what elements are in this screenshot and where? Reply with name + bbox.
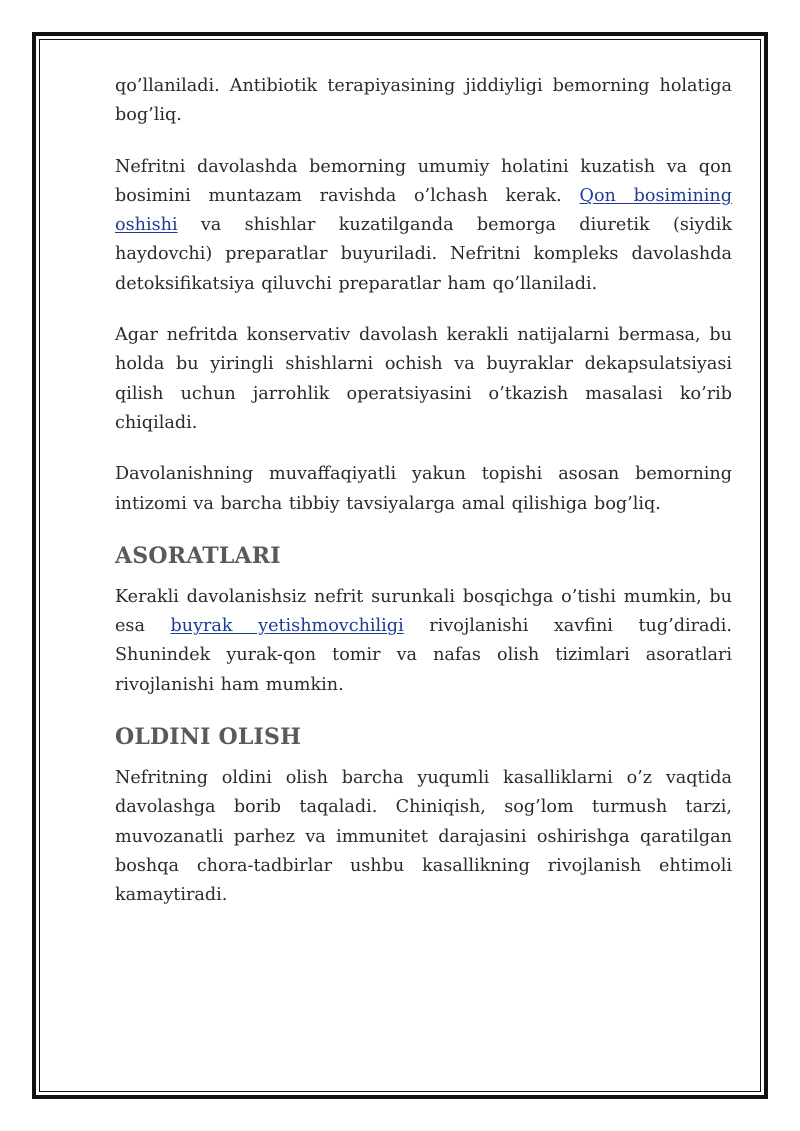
paragraph-blood-pressure [115, 153, 732, 299]
link-kidney-failure[interactable]: buyrak yetishmovchiligi [170, 616, 404, 637]
paragraph-text: Nefritni davolashda bemorning umumiy holatini kuzatish va qon bosimini muntazam ravishda o’lchash kerak. [115, 156, 732, 206]
heading-complications: ASORATLARI [115, 542, 281, 569]
paragraph-text: rivojlanishi xavfini tug’diradi. Shunindek yurak-qon tomir va nafas olish tizimlari asoratlari rivojlanishi ham mumkin. [115, 616, 732, 695]
paragraph-antibiotic: qo’llaniladi. Antibiotik terapiyasining jiddiyligi bemorning holatiga bog’liq. [115, 76, 732, 126]
paragraph-complications [115, 583, 732, 700]
link-blood-pressure[interactable]: Qon bosimining oshishi [115, 185, 732, 236]
paragraph-prevention: Nefritning oldini olish barcha yuqumli kasalliklarni o’z vaqtida davolashga borib taqaladi. Chiniqish, sog’lom turmush tarzi, muvozanatli parhez va immunitet darajasini oshirishga qaratilgan boshqa chora-tadbirlar ushbu kasallikning rivojlanish ehtimoli kamaytiradi. [115, 768, 732, 906]
paragraph-text: va shishlar kuzatilganda bemorga diuretik (siydik haydovchi) preparatlar buyuriladi. Nefritni kompleks davolashda detoksifikatsiya qiluvchi preparatlar ham qo’llaniladi. [115, 215, 732, 294]
heading-prevention: OLDINI OLISH [115, 724, 302, 751]
paragraph-text: Kerakli davolanishsiz nefrit surunkali bosqichga o’tishi mumkin, bu esa [115, 586, 732, 637]
paragraph-surgery: Agar nefritda konservativ davolash kerakli natijalarni bermasa, bu holda bu yiringli shishlarni ochish va buyraklar dekapsulatsiyasi qilish uchun jarrohlik operatsiyasini o’tkazish masalasi ko’rib chiqiladi. [115, 325, 732, 433]
paragraph-discipline: Davolanishning muvaffaqiyatli yakun topishi asosan bemorning intizomi va barcha tibbiy tavsiyalarga amal qilishiga bog’liq. [115, 464, 732, 514]
document-body [115, 72, 732, 933]
